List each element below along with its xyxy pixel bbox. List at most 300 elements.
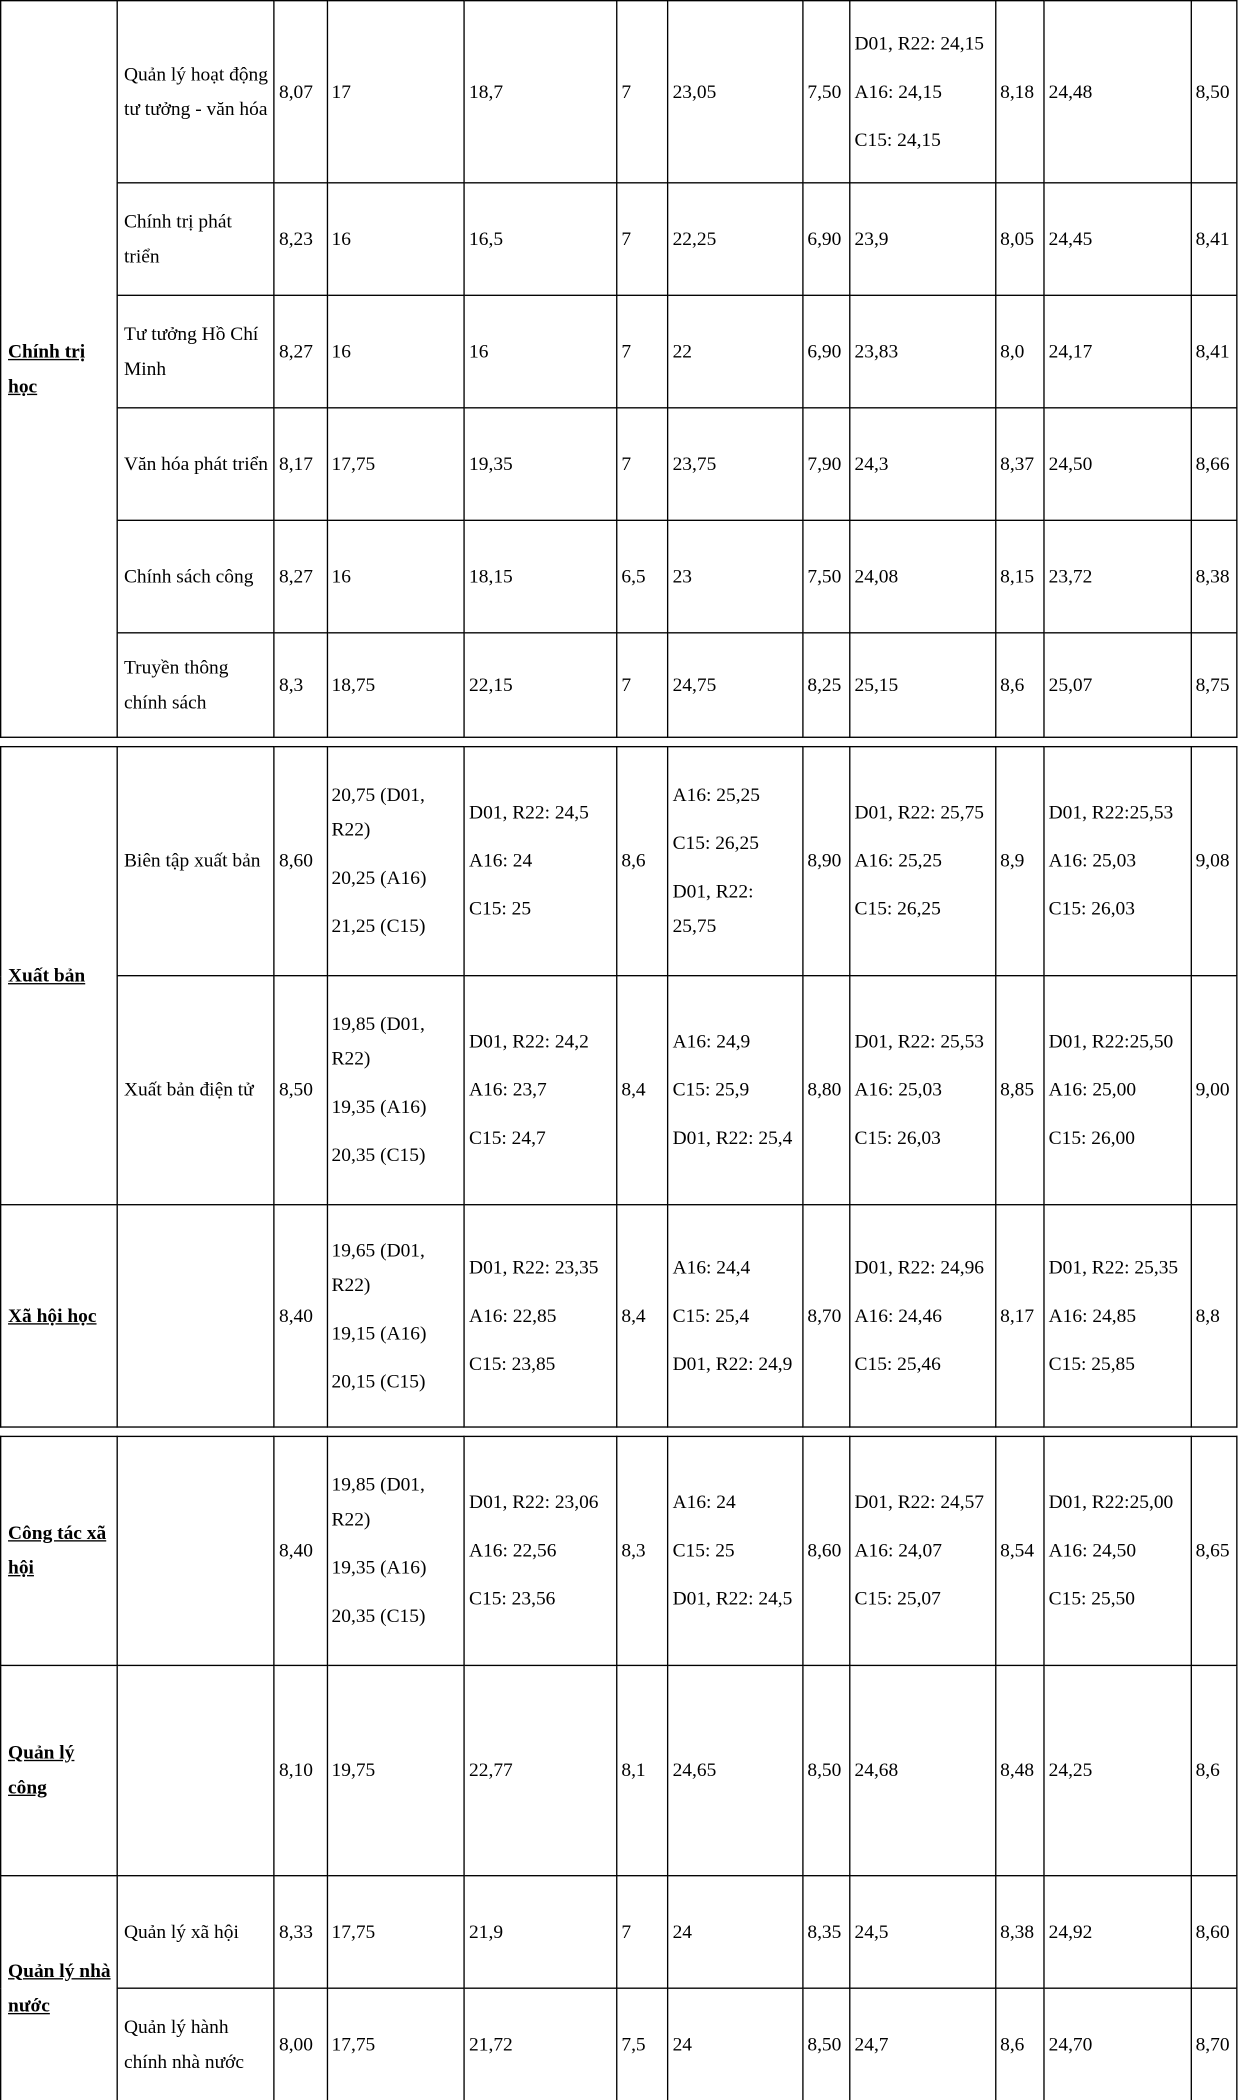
score-cell xyxy=(995,1876,1044,1989)
table-row xyxy=(1,408,1237,521)
score-cell xyxy=(617,1,668,183)
score-cell xyxy=(995,1,1044,183)
major-name-cell: Công tác xã hội xyxy=(1,1436,117,1665)
score-line: 8,17 xyxy=(1000,1305,1035,1327)
score-line: D01, R22: 24,96 xyxy=(854,1256,985,1279)
table-row xyxy=(1,1,1237,183)
group-separator xyxy=(1,1427,1237,1436)
score-cell xyxy=(995,408,1044,521)
score-line: C15: 25,46 xyxy=(854,1353,941,1375)
score-line: 9,00 xyxy=(1195,1079,1230,1101)
score-line: 22,77 xyxy=(469,1759,513,1782)
score-line: 8,6 xyxy=(1000,2033,1025,2056)
score-line: C15: 25,85 xyxy=(1048,1353,1135,1375)
score-cell xyxy=(668,1,803,183)
score-line: 7 xyxy=(621,340,632,363)
score-cell xyxy=(1044,520,1191,633)
score-cell xyxy=(668,520,803,633)
score-line: 8,40 xyxy=(278,1540,313,1562)
separator-cell xyxy=(1,737,1237,746)
score-line: D01, R22: 25,75 xyxy=(672,881,754,938)
score-cell xyxy=(274,520,327,633)
score-cell xyxy=(464,1,616,183)
specialization-cell: Quản lý xã hội xyxy=(117,1876,275,1989)
score-cell xyxy=(274,1205,327,1427)
score-cell xyxy=(803,520,850,633)
score-line: 7 xyxy=(621,1921,632,1943)
score-line: D01, R22: 23,35 xyxy=(469,1256,599,1279)
score-line: D01, R22: 24,5 xyxy=(672,1588,793,1610)
score-cell xyxy=(850,295,996,408)
score-cell xyxy=(1044,183,1191,296)
score-cell xyxy=(803,633,850,737)
table-row xyxy=(1,520,1237,633)
score-line: C15: 26,25 xyxy=(672,833,759,855)
score-line: A16: 24,07 xyxy=(854,1540,942,1562)
score-cell xyxy=(327,183,464,296)
specialization-cell: Quản lý hoạt động tư tưởng - văn hóa xyxy=(117,1,275,183)
score-line: A16: 23,7 xyxy=(469,1079,547,1101)
score-line: 8,33 xyxy=(278,1921,313,1943)
score-line: 8,6 xyxy=(621,850,646,872)
score-line: 16 xyxy=(331,565,351,588)
score-line: C15: 26,03 xyxy=(854,1127,941,1150)
table-row xyxy=(1,295,1237,408)
score-cell xyxy=(1044,633,1191,737)
score-line: 8,17 xyxy=(278,453,313,475)
score-cell xyxy=(995,520,1044,633)
score-cell xyxy=(1044,976,1191,1205)
score-line: 8,66 xyxy=(1195,453,1230,475)
score-cell xyxy=(850,747,996,976)
score-cell xyxy=(1191,633,1237,737)
score-line: 24,50 xyxy=(1048,453,1093,475)
score-line: 25,07 xyxy=(1048,674,1093,696)
score-line: 24,08 xyxy=(854,565,899,588)
score-line: 8,07 xyxy=(278,81,313,103)
score-line: C15: 26,03 xyxy=(1048,898,1135,921)
score-line: 16 xyxy=(331,228,351,250)
score-cell xyxy=(803,295,850,408)
score-cell xyxy=(327,1988,464,2100)
score-line: 17 xyxy=(331,81,351,103)
specialization-cell: Chính sách công xyxy=(117,520,275,633)
score-line: 23,75 xyxy=(672,453,717,475)
score-cell xyxy=(850,1205,996,1427)
score-cell xyxy=(274,1,327,183)
score-cell xyxy=(1044,408,1191,521)
score-cell xyxy=(995,1988,1044,2100)
score-line: 8,4 xyxy=(621,1079,646,1101)
score-cell xyxy=(274,976,327,1205)
score-cell xyxy=(617,1876,668,1989)
score-line: 20,15 (C15) xyxy=(331,1370,426,1393)
score-cell xyxy=(274,1988,327,2100)
score-line: 23,83 xyxy=(854,340,899,363)
score-cell xyxy=(327,976,464,1205)
score-cell xyxy=(274,1876,327,1989)
score-cell xyxy=(850,976,996,1205)
score-cell xyxy=(464,183,616,296)
score-line: A16: 25,00 xyxy=(1048,1079,1137,1101)
score-cell xyxy=(995,295,1044,408)
specialization-cell xyxy=(117,1665,275,1875)
score-line: 23,9 xyxy=(854,228,889,250)
score-cell xyxy=(464,1665,616,1875)
score-line: D01, R22: 25,4 xyxy=(672,1127,793,1150)
score-cell xyxy=(995,183,1044,296)
score-line: 8,15 xyxy=(1000,565,1035,588)
table-row xyxy=(1,1436,1237,1665)
score-line: A16: 25,03 xyxy=(1048,850,1137,872)
score-line: 16,5 xyxy=(469,228,504,250)
score-cell xyxy=(327,1876,464,1989)
score-line: D01, R22: 25,53 xyxy=(854,1031,985,1053)
score-cell xyxy=(617,1205,668,1427)
score-line: 8,90 xyxy=(807,850,842,872)
score-cell xyxy=(617,976,668,1205)
score-cell xyxy=(668,1665,803,1875)
score-cell xyxy=(850,1876,996,1989)
score-cell xyxy=(274,408,327,521)
score-line: 24 xyxy=(672,2033,692,2056)
score-line: 8,60 xyxy=(807,1540,842,1562)
score-cell xyxy=(327,520,464,633)
score-line: 19,35 xyxy=(469,453,513,475)
score-cell xyxy=(464,295,616,408)
score-cell xyxy=(464,1436,616,1665)
score-cell xyxy=(617,183,668,296)
score-line: 6,90 xyxy=(807,340,842,363)
score-line: 23 xyxy=(672,565,692,588)
score-cell xyxy=(995,747,1044,976)
score-line: C15: 24,7 xyxy=(469,1127,546,1150)
score-line: D01, R22: 24,15 xyxy=(854,32,985,55)
score-line: 8,65 xyxy=(1195,1540,1230,1562)
score-line: 23,72 xyxy=(1048,565,1093,588)
score-line: 8,6 xyxy=(1195,1759,1220,1782)
score-cell xyxy=(995,1436,1044,1665)
score-line: 24,75 xyxy=(672,674,717,696)
score-line: 8,41 xyxy=(1195,228,1230,250)
score-line: 8,60 xyxy=(1195,1921,1230,1943)
score-line: D01, R22: 24,57 xyxy=(854,1491,985,1514)
major-name-cell: Quản lý nhà nước xyxy=(1,1876,117,2100)
table-row xyxy=(1,1988,1237,2100)
score-line: C15: 25,07 xyxy=(854,1588,941,1610)
major-name-cell: Chính trị học xyxy=(1,1,117,738)
score-cell xyxy=(327,1436,464,1665)
score-cell xyxy=(995,633,1044,737)
score-line: A16: 22,85 xyxy=(469,1305,557,1327)
score-cell xyxy=(668,295,803,408)
score-line: 8,38 xyxy=(1195,565,1230,588)
specialization-cell: Tư tưởng Hồ Chí Minh xyxy=(117,295,275,408)
score-cell xyxy=(274,295,327,408)
score-line: 8,35 xyxy=(807,1921,842,1943)
score-line: 22,15 xyxy=(469,674,513,696)
score-line: 8,50 xyxy=(278,1079,313,1101)
score-cell xyxy=(1191,408,1237,521)
score-line: C15: 24,15 xyxy=(854,129,941,151)
score-line: 8,37 xyxy=(1000,453,1035,475)
score-line: 8,85 xyxy=(1000,1079,1035,1101)
score-line: 24,70 xyxy=(1048,2033,1093,2056)
score-cell xyxy=(327,1665,464,1875)
score-line: 19,85 (D01, R22) xyxy=(331,1474,425,1531)
score-line: 9,08 xyxy=(1195,850,1230,872)
score-line: 7 xyxy=(621,228,632,250)
score-cell xyxy=(850,1,996,183)
score-line: 24,5 xyxy=(854,1921,889,1943)
score-line: 21,25 (C15) xyxy=(331,916,426,938)
score-cell xyxy=(1191,747,1237,976)
score-line: 7 xyxy=(621,674,632,696)
score-line: 8,75 xyxy=(1195,674,1230,696)
score-line: 8,38 xyxy=(1000,1921,1035,1943)
score-line: 20,75 (D01, R22) xyxy=(331,784,425,842)
score-line: 24,17 xyxy=(1048,340,1093,363)
score-cell xyxy=(668,633,803,737)
score-line: 8,6 xyxy=(1000,674,1025,696)
score-line: 17,75 xyxy=(331,453,376,475)
score-line: C15: 25 xyxy=(672,1540,735,1562)
score-line: 8,60 xyxy=(278,850,313,872)
score-line: C15: 26,25 xyxy=(854,898,941,921)
score-cell xyxy=(668,976,803,1205)
score-line: 16 xyxy=(331,340,351,363)
score-cell xyxy=(617,633,668,737)
score-cell xyxy=(274,633,327,737)
score-cell xyxy=(850,1436,996,1665)
score-line: D01, R22: 25,35 xyxy=(1048,1256,1179,1279)
score-line: C15: 23,56 xyxy=(469,1588,556,1610)
score-line: 24,48 xyxy=(1048,81,1093,103)
score-cell xyxy=(1191,1665,1237,1875)
score-cell xyxy=(995,1665,1044,1875)
score-line: 17,75 xyxy=(331,1921,376,1943)
specialization-cell: Xuất bản điện tử xyxy=(117,976,275,1205)
score-line: 24,25 xyxy=(1048,1759,1093,1782)
score-line: D01, R22: 25,75 xyxy=(854,802,985,824)
score-cell xyxy=(327,1,464,183)
score-cell xyxy=(803,976,850,1205)
score-cell xyxy=(850,633,996,737)
score-cell xyxy=(327,408,464,521)
score-line: 20,35 (C15) xyxy=(331,1605,426,1628)
score-line: 21,9 xyxy=(469,1921,504,1943)
score-cell xyxy=(327,747,464,976)
score-line: 22 xyxy=(672,340,692,363)
score-line: 7,90 xyxy=(807,453,842,475)
score-line: 8,23 xyxy=(278,228,313,250)
score-cell xyxy=(668,1876,803,1989)
score-line: 8,54 xyxy=(1000,1540,1035,1562)
table-row xyxy=(1,747,1237,976)
major-name-cell: Xã hội học xyxy=(1,1205,117,1427)
score-cell xyxy=(274,1436,327,1665)
score-line: D01, R22:25,00 xyxy=(1048,1491,1174,1514)
score-cell xyxy=(850,1665,996,1875)
score-cell xyxy=(1044,295,1191,408)
score-line: 17,75 xyxy=(331,2033,376,2056)
score-cell xyxy=(850,183,996,296)
score-cell xyxy=(464,747,616,976)
score-cell xyxy=(464,1205,616,1427)
score-cell xyxy=(803,1876,850,1989)
score-line: 22,25 xyxy=(672,228,717,250)
score-cell xyxy=(803,1205,850,1427)
score-cell xyxy=(1044,747,1191,976)
score-line: 24 xyxy=(672,1921,692,1943)
score-cell xyxy=(668,1436,803,1665)
major-name-cell: Quản lý công xyxy=(1,1665,117,1875)
score-cell xyxy=(617,747,668,976)
score-cell xyxy=(1191,1876,1237,1989)
score-line: 8,00 xyxy=(278,2033,313,2056)
score-cell xyxy=(617,1665,668,1875)
score-line: C15: 25,9 xyxy=(672,1079,750,1101)
score-line: 8,80 xyxy=(807,1079,842,1101)
table-row xyxy=(1,1876,1237,1989)
score-line: D01, R22:25,50 xyxy=(1048,1031,1174,1053)
score-line: 8,70 xyxy=(807,1305,842,1327)
score-cell xyxy=(803,1665,850,1875)
separator-cell xyxy=(1,1427,1237,1436)
score-line: A16: 24 xyxy=(469,850,533,872)
score-line: 24,7 xyxy=(854,2033,889,2056)
specialization-cell: Chính trị phát triển xyxy=(117,183,275,296)
score-cell xyxy=(464,1876,616,1989)
score-cell xyxy=(274,1665,327,1875)
score-cell xyxy=(274,183,327,296)
score-line: 20,25 (A16) xyxy=(331,867,427,890)
score-line: 25,15 xyxy=(854,674,899,696)
score-line: 24,92 xyxy=(1048,1921,1093,1943)
score-line: 8,50 xyxy=(807,1759,842,1782)
score-cell xyxy=(617,295,668,408)
score-cell xyxy=(1044,1665,1191,1875)
score-line: 24,3 xyxy=(854,453,889,475)
score-cell xyxy=(668,747,803,976)
score-line: 8,27 xyxy=(278,340,313,363)
score-line: C15: 25 xyxy=(469,898,532,921)
score-line: 8,50 xyxy=(1195,81,1230,103)
score-line: C15: 25,4 xyxy=(672,1305,750,1327)
score-line: 8,3 xyxy=(278,674,304,696)
score-cell xyxy=(668,1988,803,2100)
score-line: 8,8 xyxy=(1195,1305,1220,1327)
score-line: 8,40 xyxy=(278,1305,313,1327)
score-line: 19,35 (A16) xyxy=(331,1096,427,1119)
score-line: 8,48 xyxy=(1000,1759,1035,1782)
specialization-cell: Biên tập xuất bản xyxy=(117,747,275,976)
score-line: 19,75 xyxy=(331,1759,376,1782)
score-cell xyxy=(803,1436,850,1665)
score-cell xyxy=(803,747,850,976)
score-cell xyxy=(803,1,850,183)
score-cell xyxy=(327,633,464,737)
specialization-cell: Văn hóa phát triển xyxy=(117,408,275,521)
score-line: A16: 25,25 xyxy=(854,850,942,872)
score-line: 20,35 (C15) xyxy=(331,1145,426,1167)
score-line: 8,70 xyxy=(1195,2033,1230,2056)
score-cell xyxy=(274,747,327,976)
score-cell xyxy=(464,520,616,633)
score-cell xyxy=(1191,295,1237,408)
score-line: 16 xyxy=(469,340,489,363)
score-line: 18,15 xyxy=(469,565,513,588)
score-cell xyxy=(1191,976,1237,1205)
score-line: C15: 25,50 xyxy=(1048,1588,1135,1610)
score-cell xyxy=(1044,1876,1191,1989)
score-cell xyxy=(327,295,464,408)
score-cell xyxy=(327,1205,464,1427)
score-line: 8,05 xyxy=(1000,228,1035,250)
score-cell xyxy=(1191,1988,1237,2100)
score-cell xyxy=(1191,1205,1237,1427)
score-cell xyxy=(464,633,616,737)
score-cell xyxy=(1044,1436,1191,1665)
specialization-cell xyxy=(117,1205,275,1427)
table-row xyxy=(1,1665,1237,1875)
score-line: 24,45 xyxy=(1048,228,1093,250)
score-line: A16: 24,15 xyxy=(854,81,942,103)
score-line: D01, R22: 24,2 xyxy=(469,1031,589,1053)
score-cell xyxy=(1191,183,1237,296)
score-line: 23,05 xyxy=(672,81,717,103)
score-cell xyxy=(1191,1436,1237,1665)
score-line: A16: 24,4 xyxy=(672,1256,751,1279)
score-line: C15: 26,00 xyxy=(1048,1127,1135,1150)
score-line: D01, R22: 23,06 xyxy=(469,1491,599,1514)
score-line: 18,7 xyxy=(469,81,504,103)
score-line: 18,75 xyxy=(331,674,376,696)
score-line: 8,3 xyxy=(621,1540,646,1562)
score-cell xyxy=(668,408,803,521)
score-cell xyxy=(617,408,668,521)
score-line: D01, R22: 24,5 xyxy=(469,802,589,824)
score-line: 7,50 xyxy=(807,81,842,103)
score-line: A16: 24,9 xyxy=(672,1031,751,1053)
score-line: 8,50 xyxy=(807,2033,842,2056)
score-line: D01, R22:25,53 xyxy=(1048,802,1174,824)
score-cell xyxy=(850,408,996,521)
score-line: 8,0 xyxy=(1000,340,1025,363)
score-cell xyxy=(1044,1205,1191,1427)
score-line: A16: 24,50 xyxy=(1048,1540,1137,1562)
score-line: 8,27 xyxy=(278,565,313,588)
score-cell xyxy=(668,1205,803,1427)
score-line: 19,35 (A16) xyxy=(331,1557,427,1580)
score-cell xyxy=(617,1436,668,1665)
score-line: 19,15 (A16) xyxy=(331,1322,427,1344)
table-row xyxy=(1,976,1237,1205)
score-line: 8,18 xyxy=(1000,81,1035,103)
score-line: 8,41 xyxy=(1195,340,1230,363)
score-line: 7,5 xyxy=(621,2033,646,2056)
score-cell xyxy=(803,1988,850,2100)
score-cell xyxy=(803,183,850,296)
specialization-cell: Quản lý hành chính nhà nước xyxy=(117,1988,275,2100)
score-line: A16: 22,56 xyxy=(469,1540,557,1562)
score-cell xyxy=(464,1988,616,2100)
score-cell xyxy=(464,408,616,521)
score-line: 24,65 xyxy=(672,1759,717,1782)
score-cell xyxy=(995,976,1044,1205)
score-line: 19,85 (D01, R22) xyxy=(331,1013,425,1071)
table-row xyxy=(1,1205,1237,1427)
